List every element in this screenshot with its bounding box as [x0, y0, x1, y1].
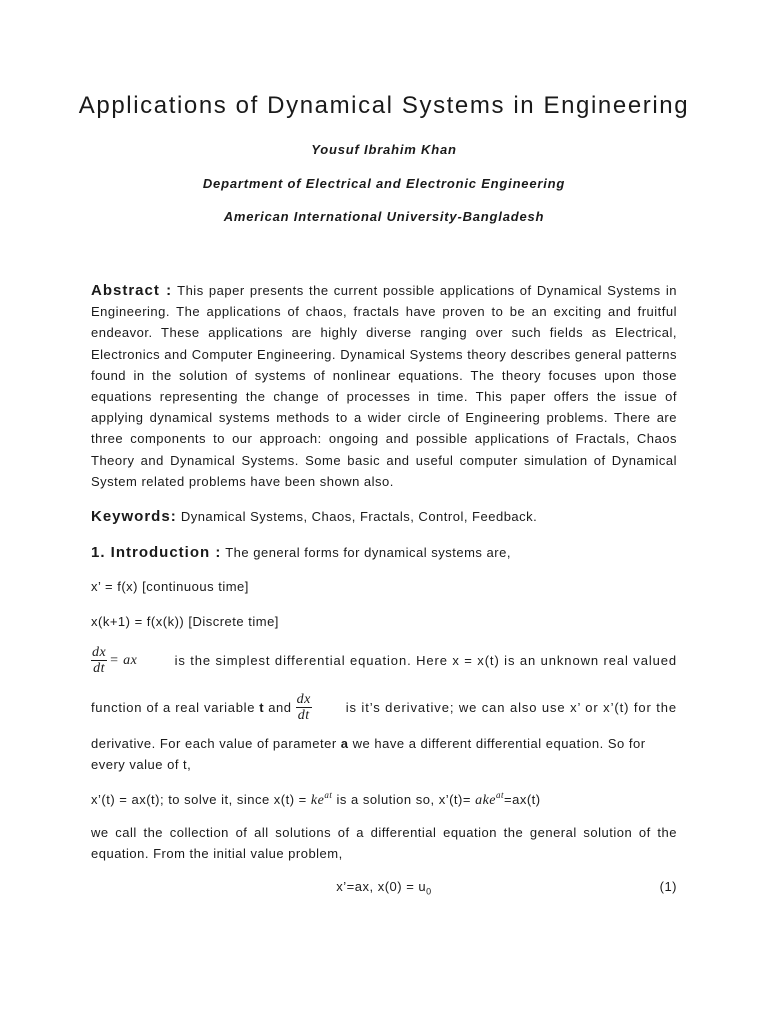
- every-t-text: every value of t,: [91, 757, 192, 773]
- func-post-text: is it’s derivative; we can also use x’ or x’(t) for the: [345, 700, 677, 715]
- discrete-equation: x(k+1) = f(x(k)) [Discrete time]: [91, 614, 279, 629]
- function-line: [91, 692, 677, 723]
- keywords-heading: Keywords:: [91, 508, 177, 525]
- deriv-post-text: we have a different differential equation. So for: [352, 736, 646, 751]
- simplest-equation-line: [91, 645, 677, 676]
- solution-line: [91, 790, 541, 809]
- university: American International University-Bangladesh: [223, 209, 545, 224]
- abstract-heading: Abstract :: [91, 282, 173, 299]
- department: Department of Electrical and Electronic Engineering: [202, 176, 566, 191]
- solve-pre-text: x’(t) = ax(t); to solve it, since x(t) =: [91, 792, 307, 807]
- equation-number: (1): [659, 879, 677, 894]
- func-pre-text: function of a real variable: [91, 700, 256, 715]
- introduction-line: [91, 544, 511, 561]
- general-solution-paragraph: we call the collection of all solutions of a differential equation the general solution of the equation. From the initial value problem,: [91, 825, 677, 862]
- param-a: a: [340, 736, 349, 751]
- derivative-paragraph: [91, 733, 677, 775]
- author-name: Yousuf Ibrahim Khan: [311, 142, 457, 157]
- deriv-pre-text: derivative. For each value of parameter: [91, 736, 337, 751]
- var-t: t: [259, 700, 265, 715]
- simplest-text: is the simplest differential equation. Here x = x(t) is an unknown real valued: [174, 653, 677, 668]
- ivp-equation: x’=ax, x(0) = u: [336, 879, 427, 894]
- dx-dt-fraction-2: $\frac{dx}{dt}$: [296, 692, 311, 723]
- introduction-heading: 1. Introduction :: [91, 544, 222, 561]
- abstract-paragraph: [91, 280, 677, 492]
- eq-rhs: = ax: [109, 652, 138, 668]
- and-text: and: [268, 700, 292, 715]
- introduction-text: The general forms for dynamical systems are,: [225, 545, 511, 560]
- solve-mid-text: is a solution so, x’(t)=: [336, 792, 471, 807]
- solve-post-text: =ax(t): [504, 792, 541, 807]
- abstract-text: This paper presents the current possible applications of Dynamical Systems in Engineering. The applications of chaos, fractals have proven to be an exciting and fruitful endeavor. These applications are highly diverse ranging over such fields as Electrical, Electronics and Computer Engineering. Dynamical Systems theory describes general patterns found in the solution of systems of nonlinear equations. The theory focuses upon those equations representing the change of processes in time. This paper offers the issue of applying dynamical systems methods to a wider circle of Engineering problems. There are three components to our approach: ongoing and possible applications of Fractals, Chaos Theory and Dynamical Systems. Some basic and useful computer simulation of Dynamical System related problems have been shown also.: [91, 283, 677, 489]
- ake-term: ake$^{at}$: [475, 790, 505, 808]
- continuous-equation: x’ = f(x) [continuous time]: [91, 579, 249, 594]
- ke-term: $ke^{at}$: [310, 790, 333, 808]
- paper-title: Applications of Dynamical Systems in Engineering: [78, 92, 690, 119]
- keywords-line: [91, 508, 537, 525]
- keywords-text: Dynamical Systems, Chaos, Fractals, Control, Feedback.: [180, 509, 538, 524]
- dx-dt-fraction: $\frac{dx}{dt}$: [92, 645, 107, 676]
- ivp-subscript: 0: [426, 886, 432, 897]
